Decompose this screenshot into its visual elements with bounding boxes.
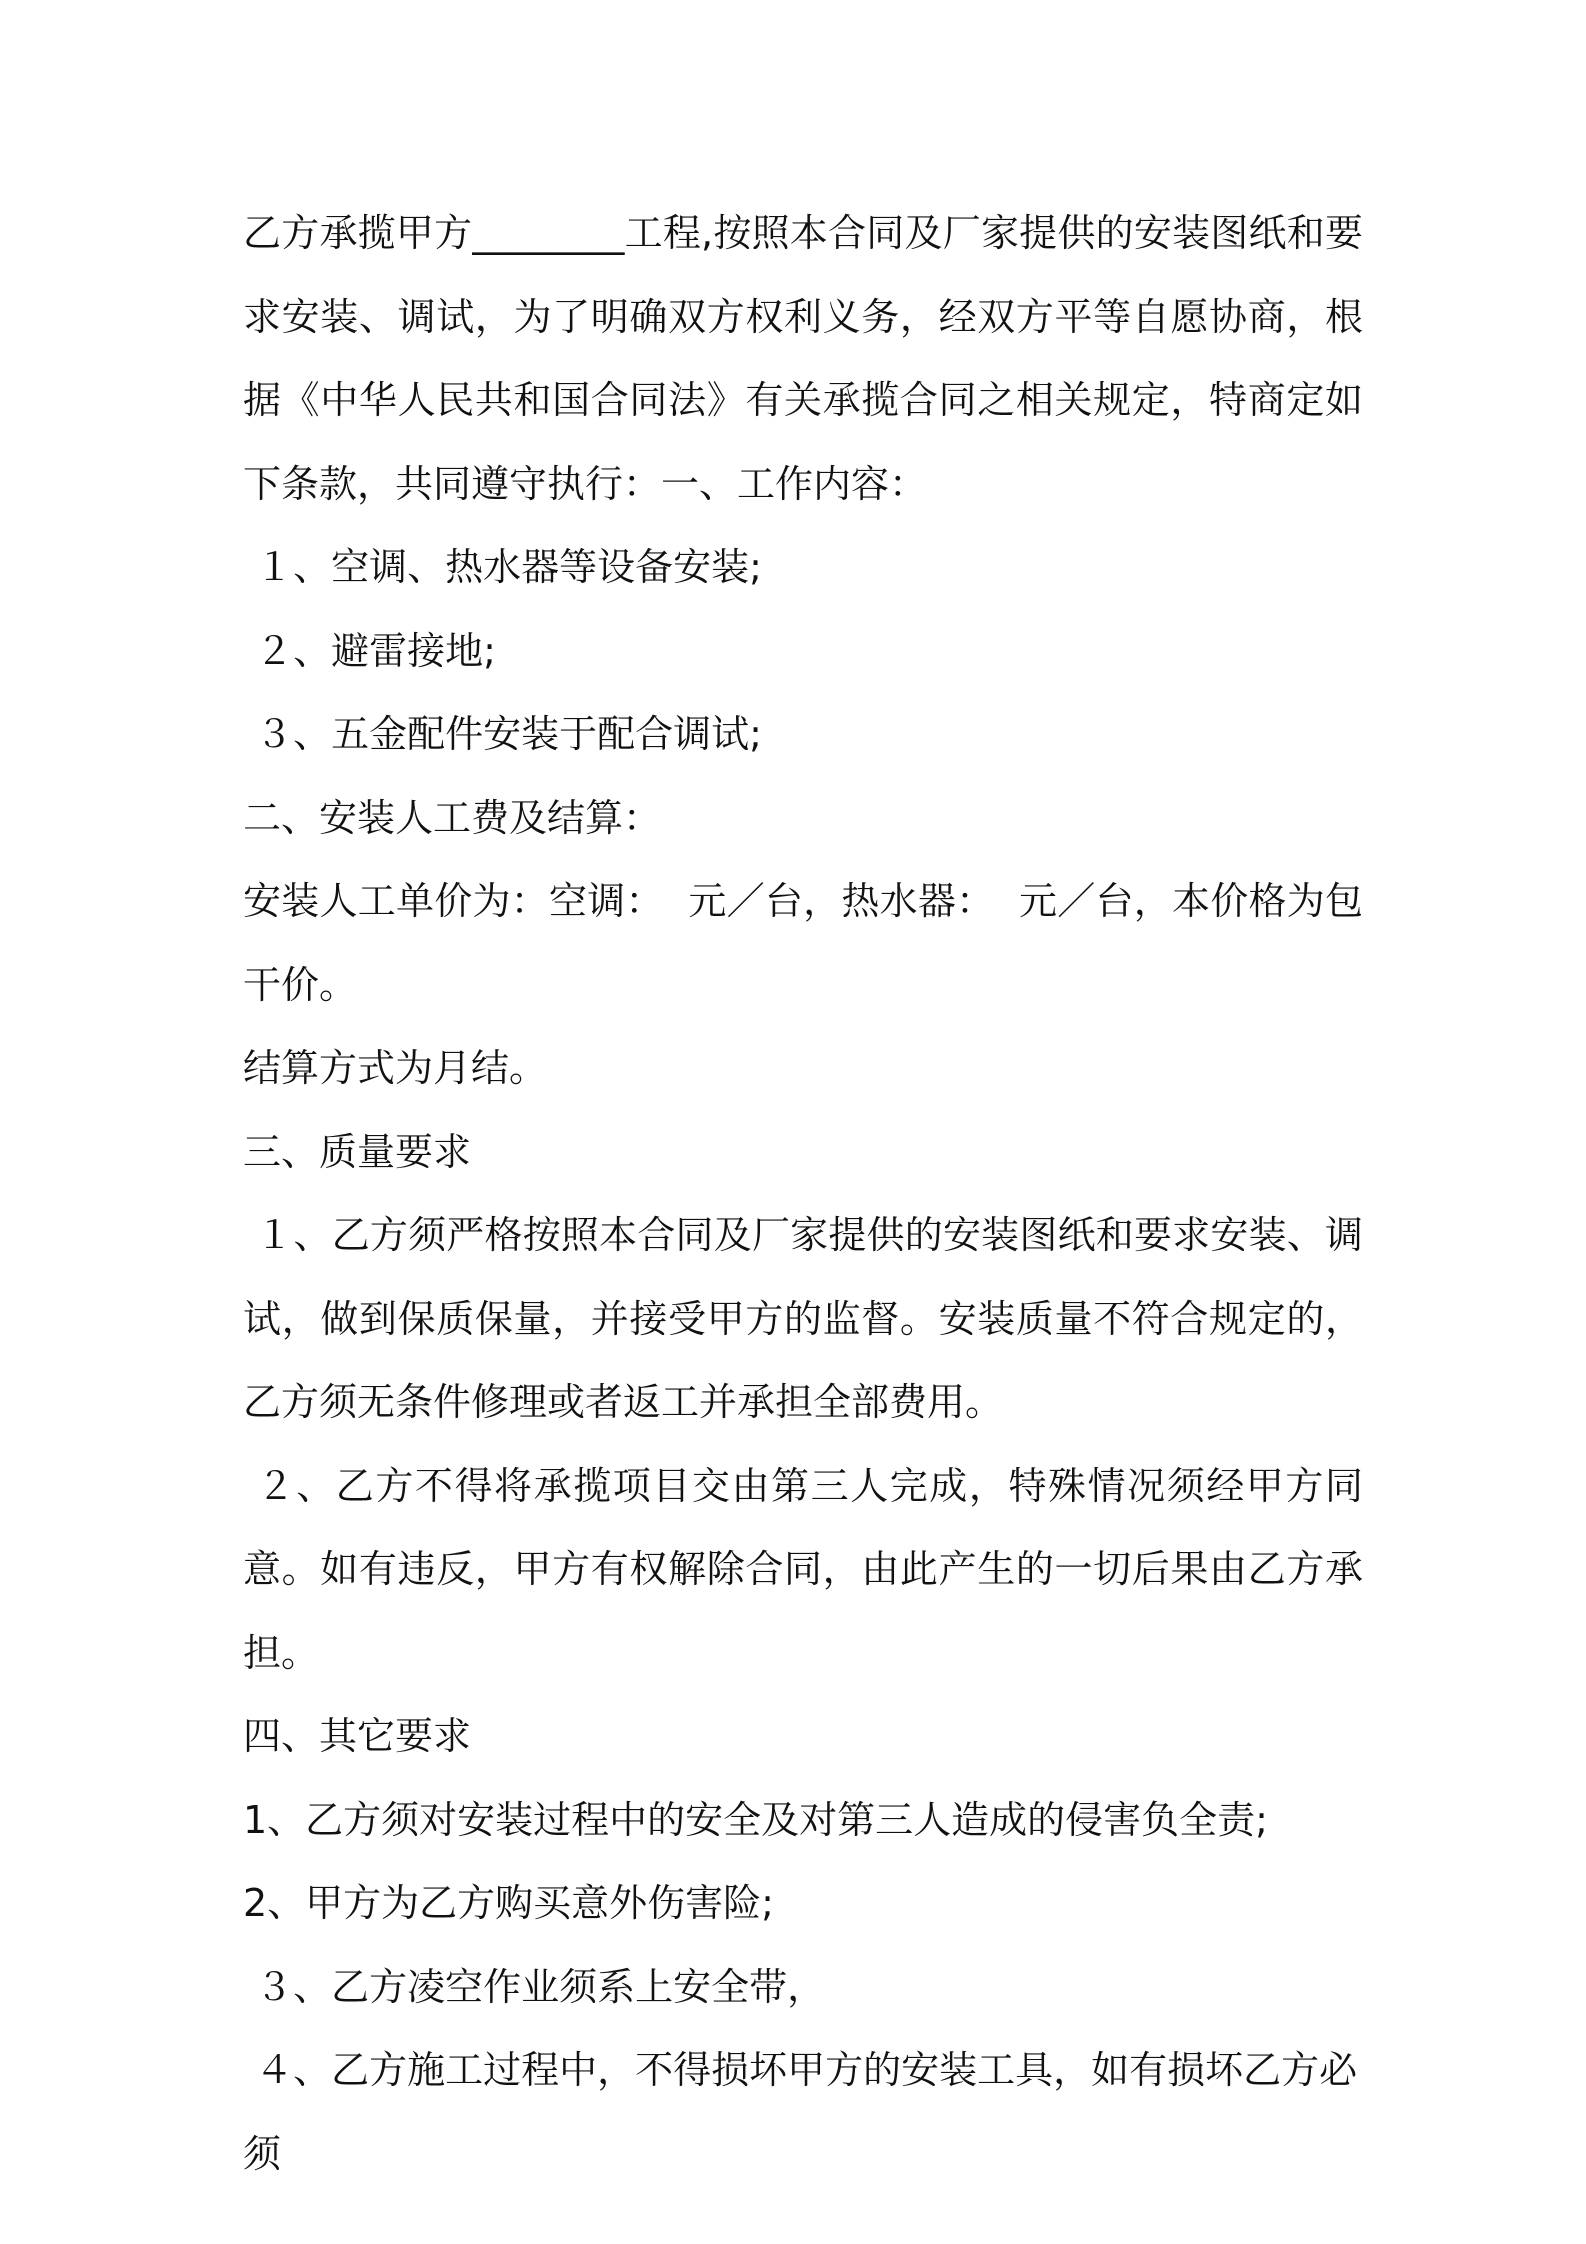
quality-item-1: １、乙方须严格按照本合同及厂家提供的安装图纸和要求安装、调试，做到保质保量，并接受甲方的监督。安装质量不符合规定的，乙方须无条件修理或者返工并承担全部费用。: [243, 1213, 1363, 1424]
work-item-2: ２、避雷接地;: [243, 628, 496, 673]
work-item-3: ３、五金配件安装于配合调试;: [243, 712, 762, 756]
section-2-heading: 二、安装人工费及结算：: [243, 795, 662, 840]
other-item-3: ３、乙方凌空作业须系上安全带，: [243, 1964, 826, 2009]
settlement-paragraph: 结算方式为月结。: [243, 1046, 548, 1090]
intro-paragraph: 乙方承揽甲方________工程,按照本合同及厂家提供的安装图纸和要求安装、调试，为了明确双方权利义务，经双方平等自愿协商，根据《中华人民共和国合同法》有关承揽合同之相关规定，特商定如下条款，共同遵守执行：一、工作内容：: [243, 211, 1363, 506]
quality-item-2: ２、乙方不得将承揽项目交由第三人完成，特殊情况须经甲方同意。如有违反，甲方有权解除合同，由此产生的一切后果由乙方承担。: [243, 1463, 1363, 1675]
section-4-heading: 四、其它要求: [243, 1714, 472, 1758]
other-item-2: 2、甲方为乙方购买意外伤害险;: [243, 1881, 774, 1925]
labor-price-paragraph: 安装人工单价为：空调： 元／台，热水器： 元／台，本价格为包干价。: [243, 879, 1363, 1007]
work-item-1: １、空调、热水器等设备安装;: [243, 545, 762, 589]
other-item-1: 1、乙方须对安装过程中的安全及对第三人造成的侵害负全责;: [243, 1797, 1268, 1842]
section-3-heading: 三、质量要求: [243, 1129, 472, 1174]
document-body: [243, 192, 1363, 2196]
other-item-4: ４、乙方施工过程中，不得损坏甲方的安装工具，如有损坏乙方必须: [243, 2048, 1358, 2176]
